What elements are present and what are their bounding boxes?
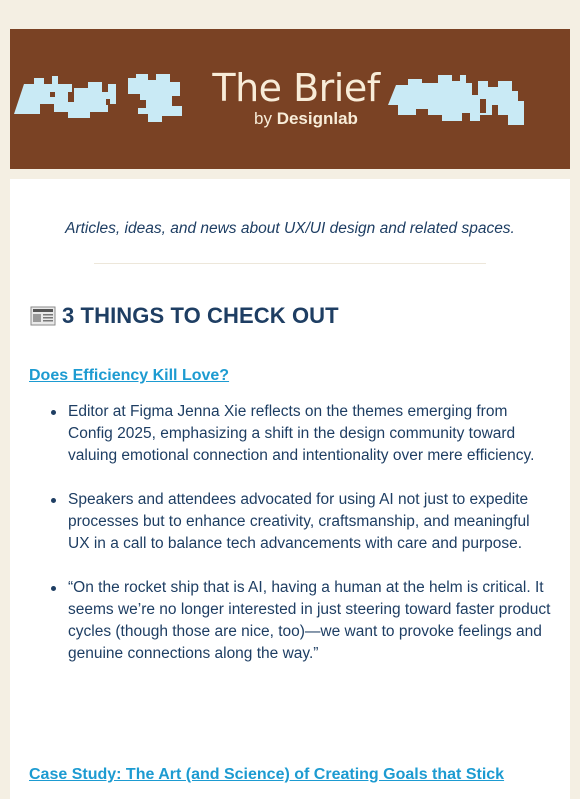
article-link-case-study[interactable]: Case Study: The Art (and Science) of Creating Goals that Stick xyxy=(29,766,505,783)
section-title-text: 3 THINGS TO CHECK OUT xyxy=(62,303,339,328)
divider xyxy=(94,263,486,264)
brand-title: The Brief xyxy=(212,66,380,110)
list-item: “On the rocket ship that is AI, having a human at the helm is critical. It seems we’re no longer interested in just steering toward faster product cycles (though those are nice, too)—we want to provoke feelings and genuine connections along the way.” xyxy=(68,577,552,665)
list-item: Editor at Figma Jenna Xie reflects on the themes emerging from Config 2025, emphasizing a shift in the design community toward valuing emotional connection and intentionality over mere efficiency. xyxy=(68,401,552,467)
newsletter-content-card xyxy=(10,179,570,799)
newsletter-tagline: Articles, ideas, and news about UX/UI design and related spaces. xyxy=(65,220,515,237)
newspaper-icon xyxy=(30,305,56,327)
article-bullets xyxy=(30,401,552,687)
byline-brand: Designlab xyxy=(276,109,358,128)
brand-byline xyxy=(210,109,382,129)
newsletter-header xyxy=(10,29,570,169)
article-link-efficiency[interactable]: Does Efficiency Kill Love? xyxy=(29,367,230,384)
brand-logo[interactable] xyxy=(210,67,382,129)
list-item: Speakers and attendees advocated for using AI not just to expedite processes but to enhance creativity, craftsmanship, and meaningful UX in a call to balance tech advancements with care and purpose. xyxy=(68,489,552,555)
section-heading xyxy=(30,303,339,329)
byline-by: by xyxy=(254,109,272,128)
